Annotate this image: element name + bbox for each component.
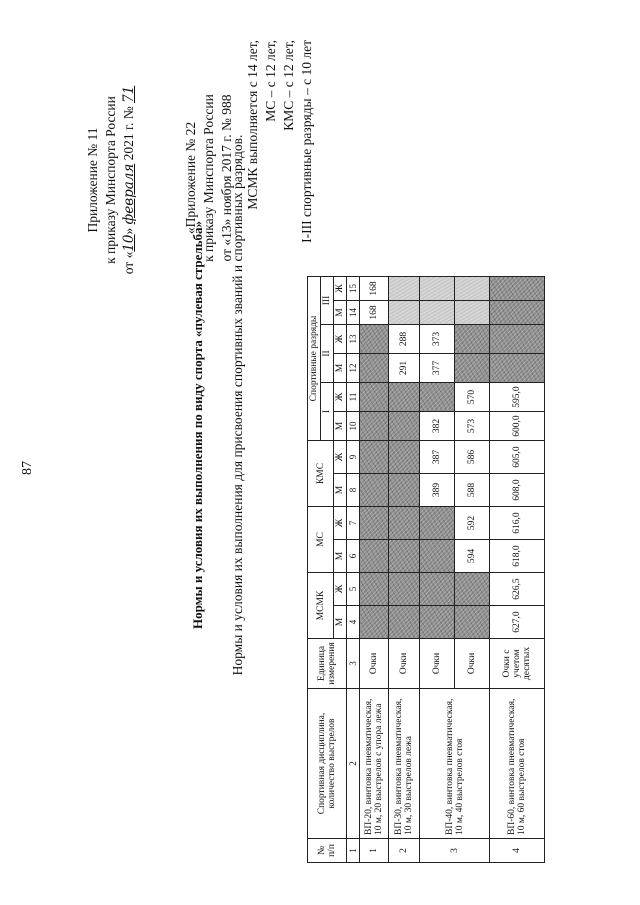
age-conditions [244,40,316,385]
value-cell: 168 [360,277,389,301]
row-number: 2 [389,839,420,863]
column-number: 4 [347,606,360,639]
value-cell [360,383,389,412]
value-cell: 592 [455,507,490,540]
header-w: Ж [334,325,347,354]
discipline-cell: ВП-30, винтовка пневматическая, 10 м, 30 выстрелов лежа [389,689,420,839]
header-m: М [334,606,347,639]
page-number: 87 [20,461,35,475]
appendix-current-date: от «10» февраля 2021 г. № 71 [121,85,137,275]
value-cell [360,441,389,474]
table-row [490,277,545,863]
table-row [360,277,389,863]
header-m: М [334,354,347,383]
header-row-1 [308,277,321,863]
value-cell: 586 [455,441,490,474]
appendix-previous-line2: к приказу Минспорта России [201,94,216,262]
header-m: М [334,412,347,441]
value-cell [455,325,490,354]
value-cell [389,606,420,639]
header-w: Ж [334,507,347,540]
norms-table [307,276,545,863]
header-msmk: МСМК [308,573,334,639]
document-title: Нормы и условия их выполнения по виду спорта «пулевая стрельба» [190,220,205,630]
value-cell: 594 [455,540,490,573]
value-cell: 570 [455,383,490,412]
discipline-cell: ВП-60, винтовка пневматическая, 10 м, 60 выстрелов стоя [490,689,545,839]
header-w: Ж [334,441,347,474]
table-row [420,277,455,863]
unit-cell: Очки [455,639,490,689]
value-cell [420,277,455,301]
appendix-current-line1: Приложение № 11 [85,127,100,233]
column-number: 15 [347,277,360,301]
value-cell: 627,0 [490,606,545,639]
value-cell: 618,0 [490,540,545,573]
value-cell: 168 [360,301,389,325]
value-cell: 600,0 [490,412,545,441]
column-number: 6 [347,540,360,573]
column-number: 8 [347,474,360,507]
column-number: 9 [347,441,360,474]
value-cell [420,507,455,540]
handwritten-day: 10 [121,234,137,252]
header-kms: КМС [308,441,334,507]
header-unit: Единица измерения [308,639,347,689]
header-rank-1: I [321,383,334,441]
header-m: М [334,540,347,573]
value-cell: 573 [455,412,490,441]
value-cell [420,383,455,412]
handwritten-month: февраля [121,163,137,225]
appendix-previous-line3: от «13» ноября 2017 г. № 988 [219,94,234,262]
value-cell [360,412,389,441]
discipline-cell: ВП-20, винтовка пневматическая, 10 м, 20 выстрелов с упора лежа [360,689,389,839]
appendix-current [84,65,138,295]
value-cell: 288 [389,325,420,354]
header-ranks: Спортивные разряды [308,277,321,441]
value-cell [490,277,545,301]
value-cell: 588 [455,474,490,507]
column-number: 10 [347,412,360,441]
row-number: 3 [420,839,490,863]
value-cell [389,540,420,573]
value-cell [389,507,420,540]
value-cell: 608,0 [490,474,545,507]
value-cell: 291 [389,354,420,383]
value-cell [455,606,490,639]
unit-cell: Очки [420,639,455,689]
value-cell [360,507,389,540]
column-number: 5 [347,573,360,606]
value-cell [389,412,420,441]
appendix-current-line2: к приказу Минспорта России [103,96,118,264]
header-w: Ж [334,383,347,412]
value-cell [360,354,389,383]
age-condition-ms: МС – с 12 лет, [263,40,278,122]
value-cell [360,474,389,507]
value-cell [420,606,455,639]
header-discipline: Спортивная дисциплина, количество выстрелов [308,689,347,839]
value-cell [455,354,490,383]
value-cell: 377 [420,354,455,383]
value-cell [490,354,545,383]
header-rank-3: III [321,277,334,325]
column-number: 2 [347,689,360,839]
value-cell: 605,0 [490,441,545,474]
column-number: 11 [347,383,360,412]
value-cell [490,301,545,325]
value-cell: 373 [420,325,455,354]
table-row [389,277,420,863]
value-cell [420,301,455,325]
header-w: Ж [334,573,347,606]
header-m: М [334,301,347,325]
age-condition-ranks: I-III спортивные разряды – с 10 лет [299,40,314,243]
header-w: Ж [334,277,347,301]
value-cell: 389 [420,474,455,507]
unit-cell: Очки [389,639,420,689]
value-cell [389,573,420,606]
unit-cell: Очки с учетом десятых [490,639,545,689]
value-cell [360,606,389,639]
unit-cell: Очки [360,639,389,689]
row-number: 1 [360,839,389,863]
value-cell [389,277,420,301]
value-cell [360,573,389,606]
value-cell [455,277,490,301]
column-number: 1 [347,839,360,863]
value-cell: 626,5 [490,573,545,606]
value-cell: 595,0 [490,383,545,412]
value-cell [389,474,420,507]
column-number: 14 [347,301,360,325]
value-cell [455,301,490,325]
column-number: 12 [347,354,360,383]
value-cell: 382 [420,412,455,441]
handwritten-number: 71 [121,85,137,103]
header-m: М [334,474,347,507]
age-condition-msmk: МСМК выполняется с 14 лет, [245,40,260,210]
value-cell [389,441,420,474]
value-cell: 387 [420,441,455,474]
value-cell [490,325,545,354]
value-cell [420,573,455,606]
header-ms: МС [308,507,334,573]
column-number-row [347,277,360,863]
value-cell [420,540,455,573]
document-subtitle: Нормы и условия их выполнения для присвоения спортивных званий и спортивных разрядов. [230,134,245,676]
value-cell [360,540,389,573]
appendix-previous-line1: «Приложение № 22 [183,121,198,235]
column-number: 7 [347,507,360,540]
header-num: № п/п [308,839,347,863]
header-rank-2: II [321,325,334,383]
value-cell: 616,0 [490,507,545,540]
value-cell [389,301,420,325]
age-condition-kms: КМС – с 12 лет, [281,40,296,131]
value-cell [360,325,389,354]
discipline-cell: ВП-40, винтовка пневматическая, 10 м, 40 выстрелов стоя [420,689,490,839]
column-number: 3 [347,639,360,689]
value-cell [455,573,490,606]
value-cell [389,383,420,412]
column-number: 13 [347,325,360,354]
row-number: 4 [490,839,545,863]
